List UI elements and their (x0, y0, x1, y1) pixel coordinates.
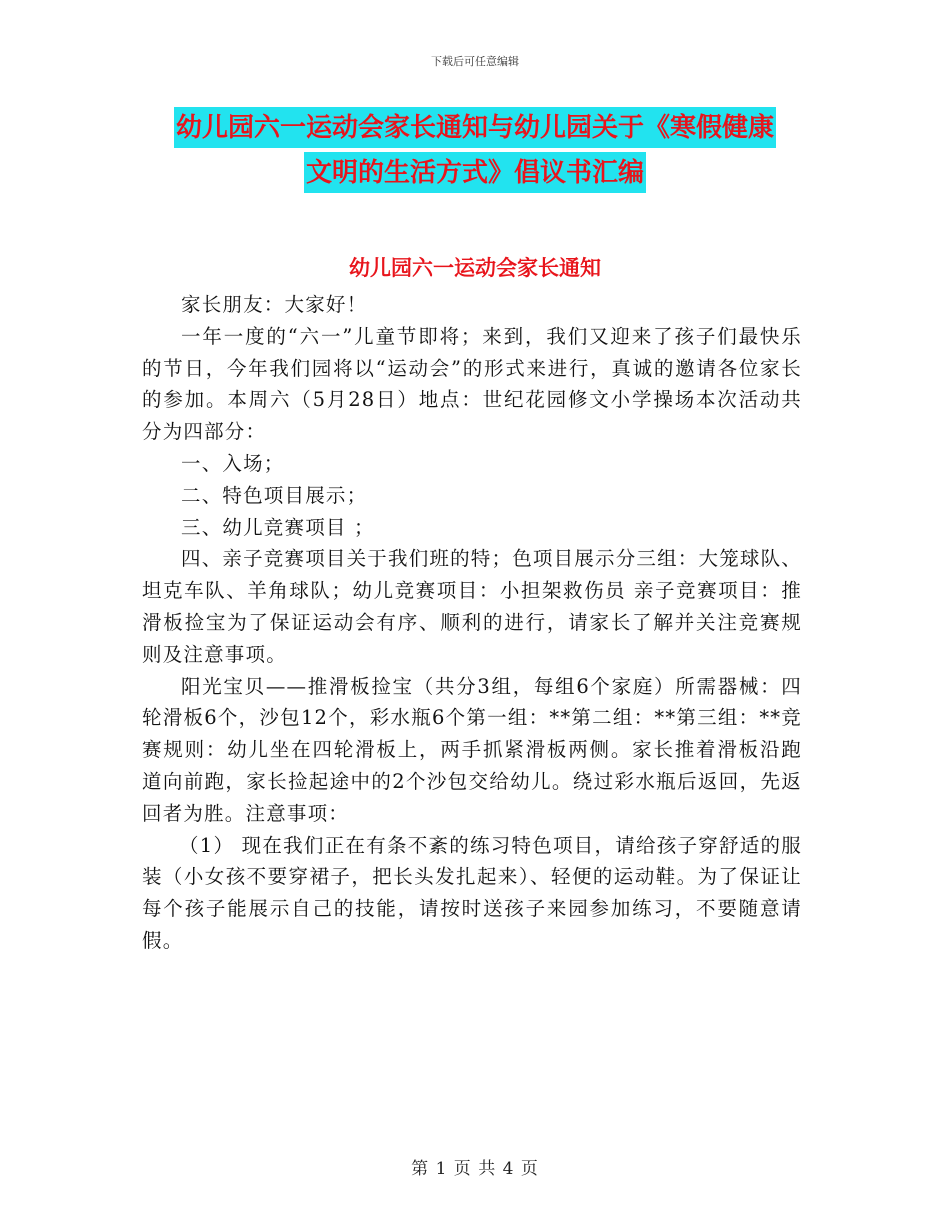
paragraph-greeting: 家长朋友：大家好！ (181, 293, 368, 316)
title-highlight-1: 幼儿园六一运动会家长通知与幼儿园关于《寒假健康 (174, 107, 776, 148)
paragraph-note-1: （1） 现在我们正在有条不紊的练习特色项目，请给孩子穿舒适的服装（小女孩不要穿裙子，把长头发扎起来）、轻便的运动鞋。为了保证让每个孩子能展示自己的技能，请按时送孩子来园参加练习，不要随意请假。 (142, 833, 802, 952)
header-note: 下载后可任意编辑 (431, 55, 519, 68)
paragraph-part-1: 一、入场； (181, 451, 285, 475)
document-title-line-1 (0, 115, 950, 141)
title-highlight-2: 文明的生活方式》倡议书汇编 (304, 152, 646, 193)
document-body (142, 289, 802, 957)
section-title: 幼儿园六一运动会家长通知 (349, 256, 601, 280)
document-title-line-2 (0, 160, 950, 186)
paragraph-part-2: 二、特色项目展示； (181, 483, 368, 507)
paragraph-part-3: 三、幼儿竞赛项目 ； (181, 515, 375, 539)
paragraph-part-4: 四、亲子竞赛项目关于我们班的特；色项目展示分三组：大笼球队、坦克车队、羊角球队；幼儿竞赛项目：小担架救伤员 亲子竞赛项目：推滑板捡宝为了保证运动会有序、顺利的进行，请家长了解并关注竞赛规则及注意事项。 (142, 547, 803, 666)
paragraph-intro: 一年一度的“六一”儿童节即将；来到，我们又迎来了孩子们最快乐的节日，今年我们园将以“运动会”的形式来进行，真诚的邀请各位家长的参加。本周六（5月28日）地点：世纪花园修文小学操场本次活动共分为四部分： (142, 324, 802, 444)
page-number: 第 1 页 共 4 页 (411, 1159, 539, 1179)
paragraph-game-rules: 阳光宝贝——推滑板捡宝（共分3组，每组6个家庭）所需器械：四轮滑板6个，沙包12个，彩水瓶6个第一组：**第二组：**第三组：**竞赛规则：幼儿坐在四轮滑板上，两手抓紧滑板两侧。家长推着滑板沿跑道向前跑，家长捡起途中的2个沙包交给幼儿。绕过彩水瓶后返回，先返回者为胜。注意事项： (142, 674, 802, 825)
